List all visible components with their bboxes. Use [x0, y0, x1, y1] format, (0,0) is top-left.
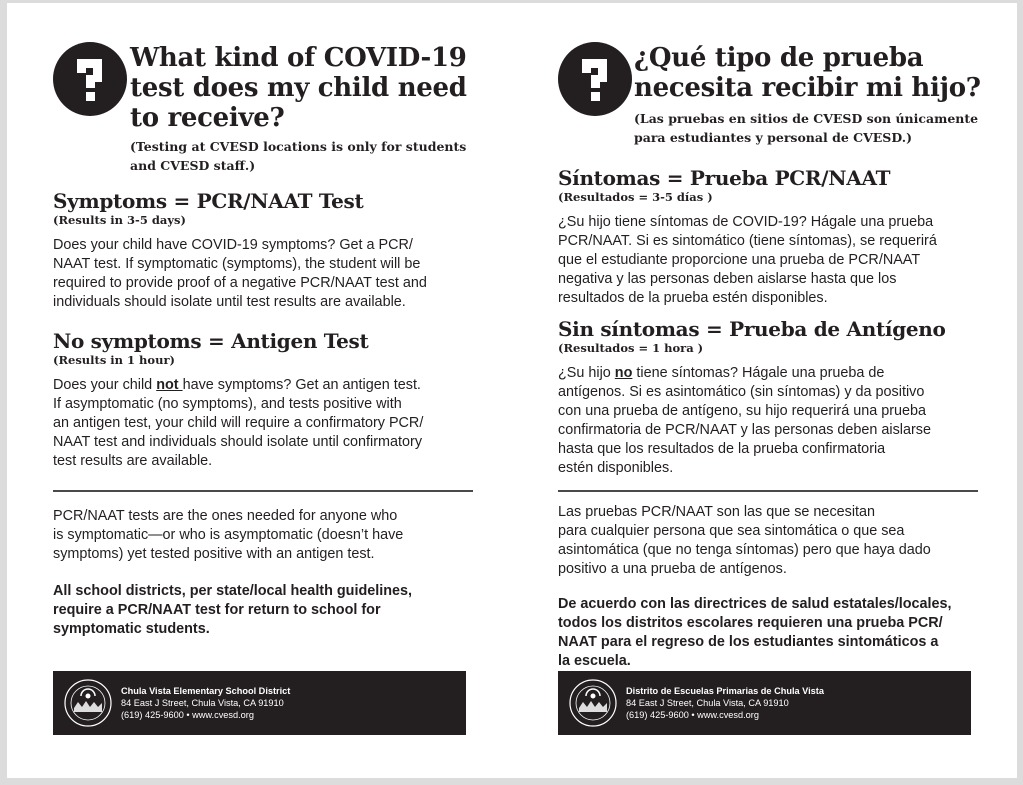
question-mark-icon — [558, 42, 632, 116]
body-line: De acuerdo con las directrices de salud estatales/locales, — [558, 596, 952, 612]
symptoms-section — [53, 190, 483, 312]
body-line: If asymptomatic (no symptoms), and tests positive with — [53, 396, 402, 412]
english-header — [53, 3, 483, 173]
title-line: ¿Qué tipo de prueba — [634, 43, 924, 73]
body-line: asintomática (que no tenga síntomas) pero que haya dado — [558, 542, 931, 558]
body-line: required to provide proof of a negative PCR/NAAT test and — [53, 275, 427, 291]
body-text-segment: tiene síntomas? Hágale una prueba de — [632, 365, 885, 381]
section-subtitle: (Resultados = 3-5 días ) — [558, 190, 713, 204]
note-paragraph — [558, 503, 988, 579]
district-name: Chula Vista Elementary School District — [121, 686, 291, 696]
spanish-header — [558, 3, 988, 173]
subtitle-line: (Testing at CVESD locations is only for students — [130, 139, 467, 154]
body-line: resultados de la prueba estén disponibles. — [558, 290, 828, 306]
body-line: NAAT test. If symptomatic (symptoms), the student will be — [53, 256, 421, 272]
section-body — [53, 236, 483, 312]
section-subtitle: (Resultados = 1 hora ) — [558, 341, 704, 355]
section-title: Symptoms = PCR/NAAT Test — [53, 189, 364, 213]
body-text-segment: ¿Su hijo — [558, 365, 615, 381]
section-body — [558, 364, 988, 478]
body-line: estén disponibles. — [558, 460, 674, 476]
body-line: symptoms) yet tested positive with an antigen test. — [53, 546, 375, 562]
body-line: All school districts, per state/local health guidelines, — [53, 583, 413, 599]
emphasis-no: no — [614, 365, 633, 381]
district-contact[interactable]: (619) 425-9600 • www.cvesd.org — [626, 710, 759, 720]
district-footer — [53, 671, 466, 735]
district-footer — [558, 671, 971, 735]
page-subtitle — [130, 137, 466, 175]
section-title: Sin síntomas = Prueba de Antígeno — [558, 317, 946, 341]
body-line: la escuela. — [558, 653, 631, 669]
subtitle-line: and CVESD staff.) — [130, 158, 256, 173]
body-line: que el estudiante proporcione una prueba de PCR/NAAT — [558, 252, 921, 268]
body-line: antígenos. Si es asintomático (sin síntomas) y da positivo — [558, 384, 925, 400]
body-line: con una prueba de antígeno, su hijo requerirá una prueba — [558, 403, 927, 419]
body-line: is symptomatic—or who is asymptomatic (doesn’t have — [53, 527, 404, 543]
body-line: todos los distritos escolares requieren una prueba PCR/ — [558, 615, 943, 631]
body-line: positivo a una prueba de antígenos. — [558, 561, 787, 577]
district-seal-icon — [63, 678, 113, 728]
district-name: Distrito de Escuelas Primarias de Chula Vista — [626, 686, 824, 696]
title-line: to receive? — [130, 103, 285, 133]
section-body — [53, 376, 483, 471]
requirement-paragraph — [558, 595, 988, 671]
body-line: ¿Su hijo tiene síntomas de COVID-19? Hágale una prueba — [558, 214, 934, 230]
body-line: NAAT test and individuals should isolate until confirmatory — [53, 434, 423, 450]
symptoms-section — [558, 167, 988, 308]
question-mark-icon — [53, 42, 127, 116]
body-text-segment: Does your child — [53, 377, 157, 393]
subtitle-line: (Las pruebas en sitios de CVESD son únicamente — [634, 111, 979, 126]
title-line: test does my child need — [130, 73, 467, 103]
footer-text — [121, 685, 290, 721]
note-paragraph — [53, 507, 483, 564]
divider — [558, 490, 978, 492]
english-column — [53, 3, 483, 720]
body-line: PCR/NAAT tests are the ones needed for anyone who — [53, 508, 398, 524]
body-line: confirmatoria de PCR/NAAT y las personas deben aislarse — [558, 422, 931, 438]
page-title — [130, 43, 467, 133]
no-symptoms-section — [53, 330, 483, 471]
body-line: para cualquier persona que sea sintomática o que sea — [558, 523, 905, 539]
district-address: 84 East J Street, Chula Vista, CA 91910 — [121, 698, 284, 708]
section-title: Síntomas = Prueba PCR/NAAT — [558, 166, 891, 190]
title-line: necesita recibir mi hijo? — [634, 73, 981, 103]
district-address: 84 East J Street, Chula Vista, CA 91910 — [626, 698, 789, 708]
body-line: Las pruebas PCR/NAAT son las que se necesitan — [558, 504, 876, 520]
body-line: hasta que los resultados de la prueba confirmatoria — [558, 441, 886, 457]
body-line: symptomatic students. — [53, 621, 210, 637]
divider — [53, 490, 473, 492]
page-subtitle — [634, 109, 978, 147]
district-contact[interactable]: (619) 425-9600 • www.cvesd.org — [121, 710, 254, 720]
section-subtitle: (Results in 1 hour) — [53, 353, 175, 367]
body-line: Does your child have COVID-19 symptoms? Get a PCR/ — [53, 237, 413, 253]
section-subtitle: (Results in 3-5 days) — [53, 213, 186, 227]
no-symptoms-section — [558, 318, 988, 478]
body-line: individuals should isolate until test results are available. — [53, 294, 406, 310]
body-line: test results are available. — [53, 453, 213, 469]
subtitle-line: para estudiantes y personal de CVESD.) — [634, 130, 912, 145]
body-line: require a PCR/NAAT test for return to school for — [53, 602, 381, 618]
title-line: What kind of COVID-19 — [130, 43, 467, 73]
section-title: No symptoms = Antigen Test — [53, 329, 369, 353]
requirement-paragraph — [53, 582, 483, 639]
body-text-segment: have symptoms? Get an antigen test. — [182, 377, 421, 393]
spanish-column — [558, 3, 988, 720]
document-page — [7, 3, 1017, 778]
footer-text — [626, 685, 824, 721]
body-line: an antigen test, your child will require a confirmatory PCR/ — [53, 415, 424, 431]
section-body — [558, 213, 988, 308]
body-line — [53, 376, 483, 395]
body-line — [558, 364, 988, 383]
district-seal-icon — [568, 678, 618, 728]
body-line: PCR/NAAT. Si es sintomático (tiene síntomas), se requerirá — [558, 233, 937, 249]
body-line: negativa y las personas deben aislarse hasta que los — [558, 271, 897, 287]
body-line: NAAT para el regreso de los estudiantes sintomáticos a — [558, 634, 939, 650]
emphasis-not: not — [156, 377, 183, 393]
page-title — [634, 43, 981, 103]
